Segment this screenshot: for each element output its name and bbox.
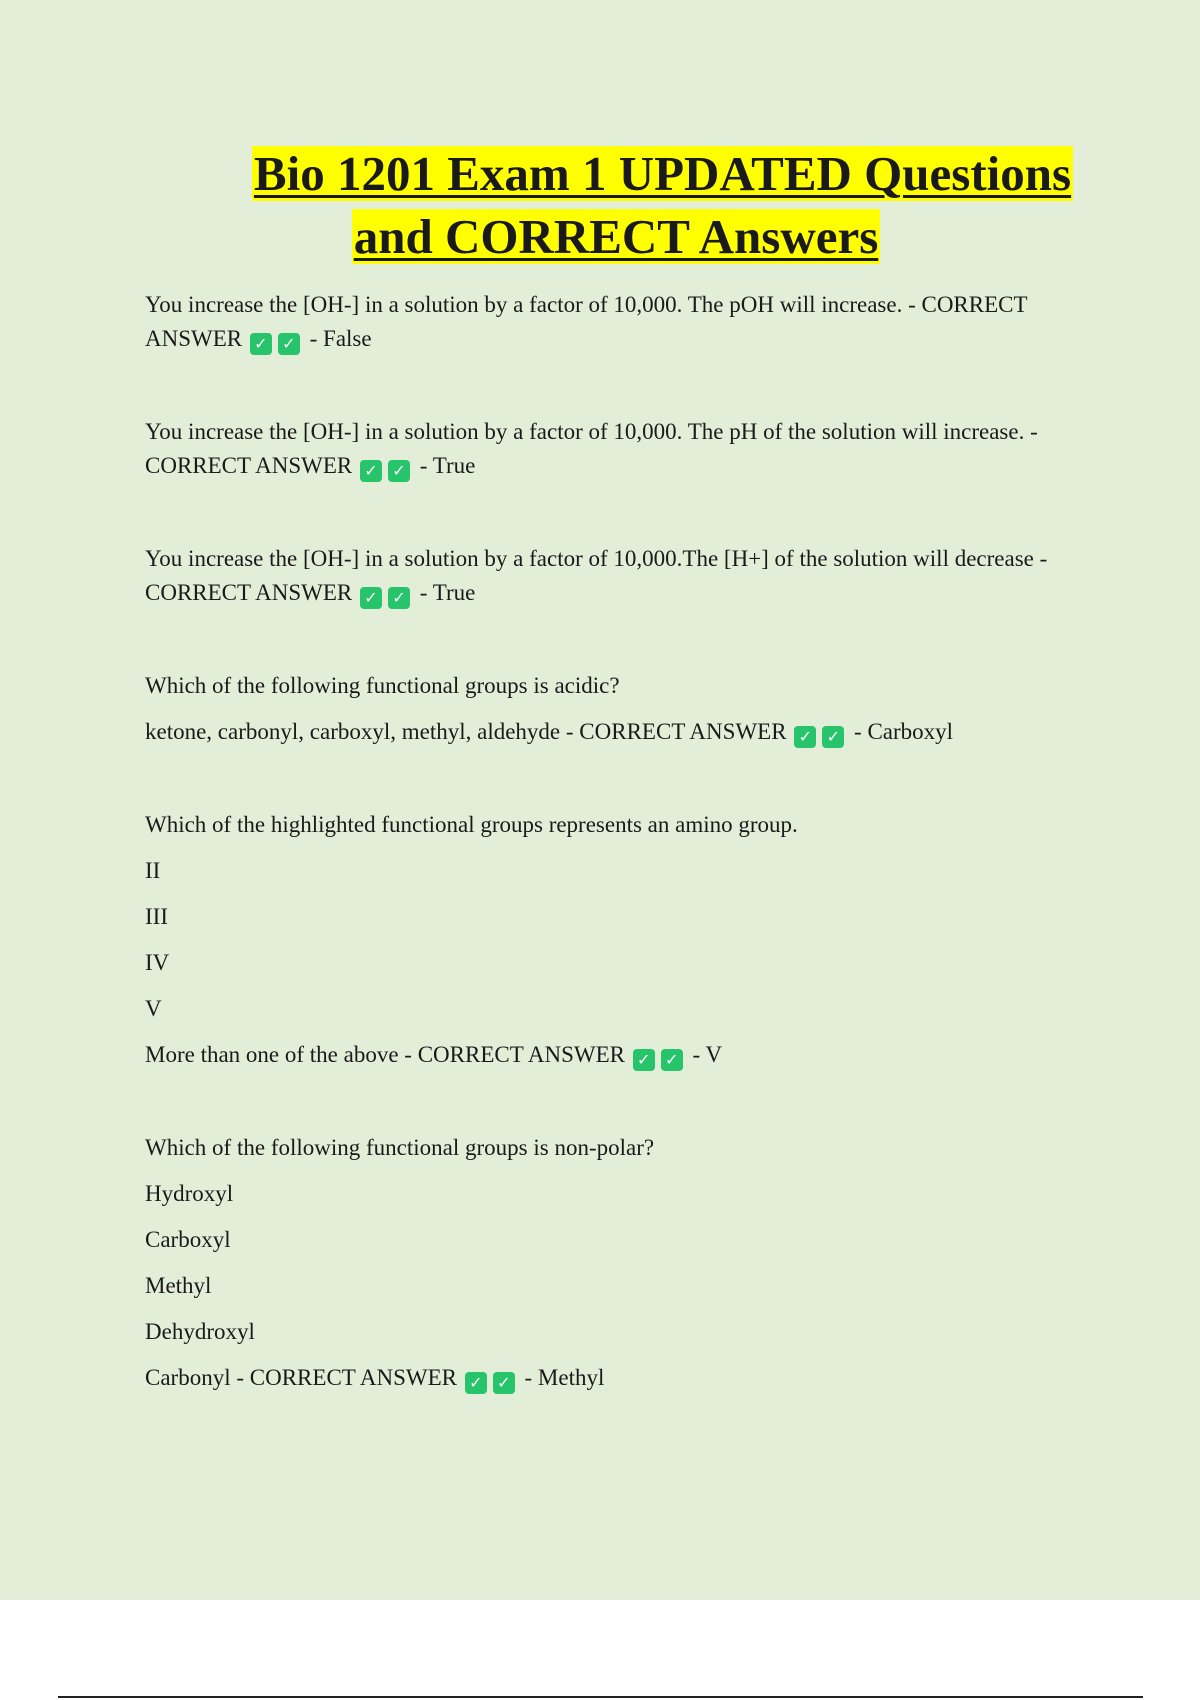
question-text: Which of the following functional groups is acidic? [145,673,620,698]
qa-item [145,415,1090,483]
title-line-2: and CORRECT Answers [353,209,879,264]
option-text: Hydroxyl [145,1181,234,1206]
check-mark-icon: ✓ [360,460,382,482]
check-mark-icon: ✓ [661,1049,683,1071]
option-text: Carboxyl [145,1227,231,1252]
question-text: Which of the highlighted functional groups represents an amino group. [145,812,798,837]
check-mark-icon: ✓ [794,726,816,748]
option-text: Methyl [145,1273,212,1298]
option-text: V [145,996,162,1021]
check-mark-icon: ✓ [493,1372,515,1394]
answer-text: - True [419,453,476,478]
check-mark-icon: ✓ [465,1372,487,1394]
footer-divider [58,1696,1143,1698]
last-option-text: ketone, carbonyl, carboxyl, methyl, aldehyde - CORRECT ANSWER [145,719,787,744]
check-mark-icon: ✓ [633,1049,655,1071]
check-mark-icon: ✓ [278,333,300,355]
qa-item [145,542,1090,610]
question-text: You increase the [OH-] in a solution by a factor of 10,000.The [H+] of the solution will decrease - CORRECT ANSWER [145,546,1048,605]
title-line-1: Bio 1201 Exam 1 UPDATED Questions [253,146,1072,201]
answer-text: - V [692,1042,723,1067]
option-text: III [145,904,168,929]
check-mark-icon: ✓ [388,587,410,609]
answer-text: - True [419,580,476,605]
answer-text: - Methyl [524,1365,605,1390]
qa-list [145,288,1090,1454]
check-mark-icon: ✓ [822,726,844,748]
last-option-text: Carbonyl - CORRECT ANSWER [145,1365,458,1390]
question-text: You increase the [OH-] in a solution by a factor of 10,000. The pOH will increase. - CORRECT ANSWER [145,292,1028,351]
qa-item [145,669,1090,749]
check-mark-icon: ✓ [360,587,382,609]
question-text: Which of the following functional groups is non-polar? [145,1135,655,1160]
option-text: Dehydroxyl [145,1319,255,1344]
qa-item [145,808,1090,1072]
option-text: IV [145,950,170,975]
check-mark-icon: ✓ [388,460,410,482]
answer-text: - False [309,326,372,351]
last-option-text: More than one of the above - CORRECT ANSWER [145,1042,625,1067]
qa-item [145,1131,1090,1395]
qa-item [145,288,1090,356]
option-text: II [145,858,161,883]
answer-text: - Carboxyl [854,719,954,744]
question-text: You increase the [OH-] in a solution by a factor of 10,000. The pH of the solution will increase. - CORRECT ANSWER [145,419,1038,478]
page-title [0,142,1200,268]
check-mark-icon: ✓ [250,333,272,355]
